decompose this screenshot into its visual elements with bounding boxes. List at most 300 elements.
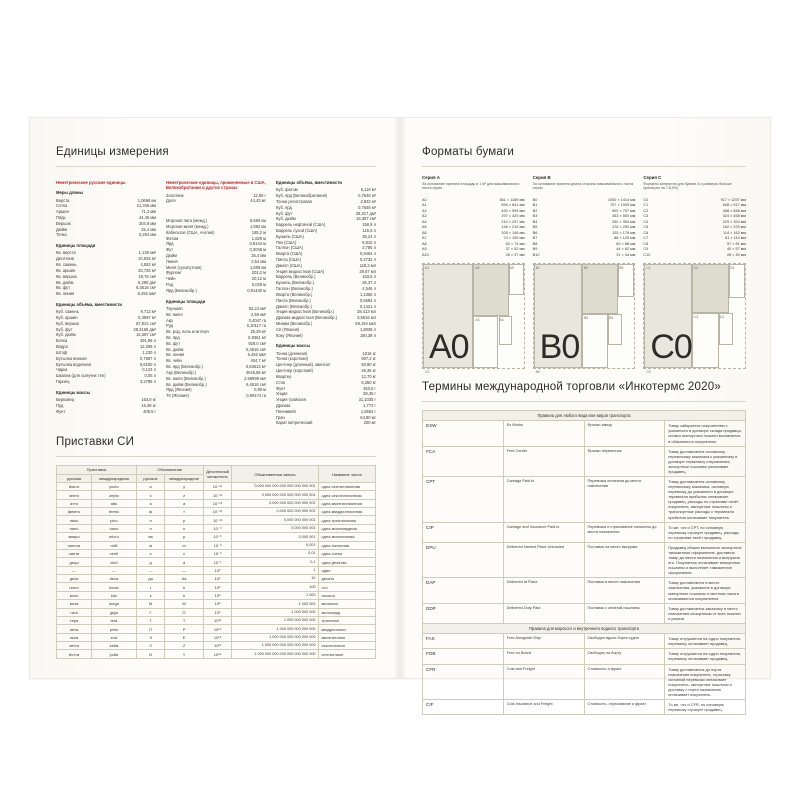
table-row: A9 37 × 52 мм [422, 247, 525, 251]
si-plain-number: 0,000 000 000 000 000 000 001 [232, 491, 318, 499]
si-prefix-table [56, 465, 376, 659]
si-cell: M [165, 600, 203, 608]
si-cell: микро [57, 533, 92, 541]
table-row: Баррель сухой (США) 115,6 л [276, 227, 376, 233]
si-number-name: квинтиллион [318, 633, 375, 641]
table-row: Ярд (Япония) 0,90 м [166, 387, 266, 393]
table-row: Бушель (Великобр.) 36,37 л [276, 280, 376, 286]
series-a-title: Серия A [422, 175, 440, 180]
si-cell: 10⁻¹ [203, 558, 232, 566]
si-cell: атто [57, 499, 92, 507]
table-row: B3 353 × 500 мм [532, 214, 636, 218]
incoterms-row [423, 649, 746, 664]
si-cell: atto [92, 499, 137, 507]
si-cell: 10⁻² [203, 549, 232, 557]
si-header-plain: Обыкновенная запись [232, 466, 318, 483]
table-row: Унция тройская 31,1035 г [276, 397, 376, 403]
si-cell: 10² [203, 583, 232, 591]
si-number-name: десять [318, 575, 375, 583]
table-row: Куб. фут 28,3168 дм³ [56, 326, 156, 332]
series-b-letter: B0 [539, 328, 580, 366]
table-row: Штоф 1,230 л [56, 349, 156, 355]
si-table-row [57, 633, 376, 641]
si-table-row [57, 516, 376, 524]
si-cell: 10¹⁵ [203, 625, 232, 633]
incoterms-eng-cell: Delivered Duty Paid [503, 603, 584, 623]
si-plain-number: 0,01 [232, 549, 318, 557]
series-b-title: Серия B [532, 175, 551, 180]
table-row: Десятина 10,925 м² [56, 256, 156, 262]
incoterms-row [423, 699, 746, 714]
incoterms-desc-cell: Товар доставляется заказчику в место назначения очищенным от всех пошлин и рисков. [665, 603, 746, 623]
si-cell: с [136, 549, 165, 557]
table-row: Чарка 0,123 л [56, 367, 156, 373]
incoterms-row [423, 603, 746, 623]
si-cell: санти [57, 549, 92, 557]
si-cell: deci [92, 558, 137, 566]
table-row: Куб. дюйм 16,387 см³ [56, 332, 156, 338]
si-plain-number: 0,000 000 000 000 000 000 000 001 [232, 482, 318, 490]
series-a-diagram: A0 A1 A2 A3 A4 A5 C0 [422, 263, 525, 369]
group-title: Единицы площади [56, 243, 96, 249]
series-c-table [643, 198, 746, 259]
table-row: Джилл (США) 118,3 мл [276, 262, 376, 268]
incoterms-desc-cell: Товар доставляется до порта назначения покупателя, страховку основной перевозки оплачивает покупатель, импортные пошлины и доставку с порта назначения оплачивает покупатель. [665, 664, 746, 699]
si-number-name: один [318, 566, 375, 574]
si-cell: З [136, 642, 165, 650]
table-row: A0 841 × 1189 мм [422, 197, 525, 202]
incoterms-code-cell: FAS [423, 634, 504, 649]
measures-table [166, 193, 266, 205]
table-row: A7 74 × 105 мм [422, 236, 525, 240]
si-cell: к [136, 591, 165, 599]
incoterms-eng-cell: Delivered Named Place Unloaded [503, 542, 584, 577]
table-row: B8 62 × 88 мм [532, 241, 636, 246]
si-number-name: одна миллионная [318, 533, 375, 541]
table-row: Вершок 304,8 мм [56, 220, 156, 226]
table-row: Морская миля (межд.) 1,852 км [166, 223, 266, 229]
table-row: Кв. сажень 4,552 м² [56, 262, 156, 268]
si-cell: нано [57, 524, 92, 532]
measures-table [56, 309, 156, 385]
table-row: Куб. аршин 0,3597 м³ [56, 315, 156, 320]
si-header-prefix: Приставка [57, 466, 137, 474]
si-cell: зетта [57, 642, 92, 650]
incoterms-rus-cell: Перевозка и страхование оплачены до места назначения [584, 522, 665, 542]
si-table-row [57, 499, 376, 507]
table-row: Куб. фут 28,317 дм³ [276, 210, 376, 216]
si-cell: femto [92, 508, 137, 516]
table-row: Кв. дюйм (Великобр.) 6,4516 см² [166, 381, 266, 387]
table-row: Пинта (Великобр.) 0,5683 л [276, 297, 376, 303]
si-cell: мк [136, 533, 165, 541]
table-row: Центнер (длинный), квинтал 50,80 кг [276, 362, 376, 368]
table-row: Кв. верста 1,138 км² [56, 250, 156, 256]
incoterms-row [423, 446, 746, 476]
si-table-row [57, 642, 376, 650]
incoterms-eng-cell: Cost Insurance and Freight [503, 699, 584, 714]
si-cell: — [136, 566, 165, 574]
series-a-table [422, 198, 525, 259]
table-row: Ярд (Великобр.) 0,91440 м [166, 287, 266, 293]
si-plain-number: 1 [232, 566, 318, 574]
si-subheader-sym-ru: русское [136, 474, 165, 482]
table-row: B7 88 × 125 мм [532, 236, 636, 240]
divider [56, 166, 376, 167]
si-header-row-1 [57, 466, 376, 474]
si-cell: centi [92, 549, 137, 557]
table-row: Фут 0,3048 м [166, 247, 266, 253]
table-row: Драхма жидкостная (Великобр.) 3,5516 мл [276, 315, 376, 321]
si-cell: yotta [92, 650, 137, 658]
si-table-row [57, 533, 376, 541]
si-cell: з [136, 491, 165, 499]
si-cell: zetta [92, 642, 137, 650]
table-row: Фунт 409,5 г [56, 408, 156, 414]
table-row: Кв. род, поль или перч 25,29 м² [166, 329, 266, 335]
table-row: Тонна регистровая 2,832 м³ [276, 198, 376, 204]
si-cell: E [165, 633, 203, 641]
incoterms-eng-cell: Carriage Paid to [503, 477, 584, 523]
series-c-title: Серия C [643, 175, 662, 180]
si-cell: 10⁻⁹ [203, 524, 232, 532]
si-number-name: одна секстиллионная [318, 491, 375, 499]
table-row: Миним (Великобр.) 59,194 мкл [276, 320, 376, 326]
si-cell: 10⁻¹² [203, 516, 232, 524]
si-cell: гекто [57, 583, 92, 591]
si-cell: кило [57, 591, 92, 599]
table-row: Кв. дюйм 6,4516 см² [166, 346, 266, 352]
divider [422, 401, 746, 402]
table-row: Кв. фут 929,0 см² [166, 340, 266, 346]
group-title: Единицы массы [56, 389, 91, 395]
si-table-row [57, 583, 376, 591]
table-row: B5 176 × 250 мм [532, 225, 636, 229]
si-cell: д [136, 558, 165, 566]
table-row: Кв. аршин 33,725 м² [56, 267, 156, 273]
table-row: Баррель (Великобр.) 163,6 л [276, 274, 376, 280]
table-row: C8 57 × 81 мм [643, 241, 747, 246]
si-plain-number: 1 000 000 000 000 000 000 000 [232, 642, 318, 650]
incoterms-desc-cell: То же, что и CPT, но основную перевозку страхует продавец, расходы по страховке несёт продавец. [665, 522, 746, 542]
si-cell: µ [165, 533, 203, 541]
si-cell: P [165, 625, 203, 633]
si-number-name: триллион [318, 616, 375, 624]
incoterms-desc-cell: Товар отгружается на судно покупателя, перевалку оплачивает продавец. [665, 649, 746, 664]
measures-table [166, 218, 266, 294]
table-row: C3 324 × 458 мм [643, 214, 747, 218]
incoterms-rus-cell: Перевозка оплачена до места назначения [584, 477, 665, 523]
si-number-name: одна тысячная [318, 541, 375, 549]
si-cell: hecto [92, 583, 137, 591]
si-number-name: одна миллиардная [318, 524, 375, 532]
table-row: Кабельтов (США, Англия) 185,2 м [166, 229, 266, 235]
table-row: Шкалик (для сыпучих тел) 0,06 л [56, 373, 156, 379]
open-spread [30, 118, 770, 713]
table-row: Ярд 0,9144 м [166, 241, 266, 247]
table-row: C0 917 × 1297 мм [643, 197, 747, 202]
incoterms-rus-cell: Свободно на борту [584, 649, 665, 664]
si-plain-number: 1 000 000 000 000 000 000 000 000 [232, 650, 318, 658]
si-cell: 10⁻²⁴ [203, 482, 232, 490]
group-title: Единицы площади [166, 298, 206, 304]
si-plain-number: 0,001 [232, 541, 318, 549]
si-cell: G [165, 608, 203, 616]
si-plain-number: 0,000 000 001 [232, 524, 318, 532]
si-cell: П [136, 625, 165, 633]
table-row: Гарнец 3,2798 л [56, 378, 156, 384]
incoterms-code-cell: CIF [423, 699, 504, 714]
incoterms-code-cell: CPT [423, 477, 504, 523]
si-table-row [57, 591, 376, 599]
table-row: Бочка 491,96 л [56, 338, 156, 344]
si-cell: z [165, 491, 203, 499]
table-row: Кв. дюйм 9,290 дм² [56, 279, 156, 285]
si-cell: 10¹ [203, 575, 232, 583]
table-row: Кв. миля (Великобр.) 2,58999 км² [166, 375, 266, 381]
si-plain-number: 10 [232, 575, 318, 583]
table-row: Бушель (США) 35,24 л [276, 233, 376, 239]
series-a-letter: A0 [429, 328, 469, 366]
si-plain-number: 1 000 [232, 591, 318, 599]
si-cell: и [136, 482, 165, 490]
incoterms-eng-cell: Free Alongside Ship [503, 634, 584, 649]
measures-table [56, 250, 156, 297]
table-row: Куб. ярд 0,7646 м³ [276, 204, 376, 210]
si-plain-number: 1 000 000 000 000 000 [232, 625, 318, 633]
incoterms-code-cell: DPU [423, 542, 504, 577]
si-table-row [57, 524, 376, 532]
incoterms-band-row [423, 411, 746, 421]
si-number-name: одна сотая [318, 549, 375, 557]
si-table-row [57, 625, 376, 633]
table-row: Пек (США) 8,810 л [276, 239, 376, 245]
incoterms-desc-cell: Товар доставляется основному перевозчику заказчика, основную перевозку до указанного в договоре терминала прибытия оплачивает продавец, расходы по страховке несёт покупатель, импортные пошлины и транспортные расходы с терминала прибытия оплачивает покупатель. [665, 477, 746, 523]
si-plain-number: 0,000 000 000 000 001 [232, 508, 318, 516]
si-number-name: миллиард [318, 608, 375, 616]
si-plain-number: 0,000 000 000 001 [232, 516, 318, 524]
units-column-3 [276, 175, 376, 426]
si-number-name: квадриллион [318, 625, 375, 633]
si-number-name: септиллион [318, 650, 375, 658]
table-row: Драхма 1,772 г [276, 402, 376, 408]
table-row: C1 648 × 917 мм [643, 203, 747, 207]
si-cell: 10⁻²¹ [203, 491, 232, 499]
incoterms-code-cell: FOB [423, 649, 504, 664]
series-b [532, 175, 636, 374]
series-c-note: Форматы конвертов для бумаги A и размеры больше примерно на 7-8,5%) [643, 181, 732, 191]
incoterms-row [423, 634, 746, 649]
incoterms-eng-cell: Ex Works [503, 421, 584, 446]
table-row: C2 458 × 648 мм [643, 208, 747, 213]
si-table-row [57, 608, 376, 616]
si-cell: 10⁻¹⁵ [203, 508, 232, 516]
si-number-name: миллион [318, 600, 375, 608]
incoterms-row [423, 578, 746, 603]
table-row: C4 229 × 324 мм [643, 219, 747, 224]
table-row: Квартер 12,70 кг [276, 373, 376, 379]
table-row: A6 105 × 148 мм [422, 230, 525, 235]
table-row: A8 52 × 74 мм [422, 241, 525, 246]
table-row: A2 420 × 594 мм [422, 208, 525, 213]
series-a-note: За основание принята площадь в 1 м² для максимального листа серии [422, 181, 520, 191]
si-cell: peta [92, 625, 137, 633]
table-row: Кварта (Великобр.) 1,1365 л [276, 291, 376, 297]
si-cell: y [165, 482, 203, 490]
table-row: Верста 1,0668 км [56, 197, 156, 203]
si-cell: Э [136, 633, 165, 641]
si-cell: 10⁰ [203, 566, 232, 574]
incoterms-eng-cell: Free on Board [503, 649, 584, 664]
table-row: A5 148 × 210 мм [422, 225, 525, 229]
si-cell: 10²⁴ [203, 650, 232, 658]
table-row: Пеннивейт 1,5552 г [276, 408, 376, 414]
table-row: Берковец 163,8 кг [56, 397, 156, 402]
table-row: B4 250 × 353 мм [532, 219, 636, 224]
si-number-name: одна квинтиллионная [318, 499, 375, 507]
table-row: Куб. вершок 87,824 см³ [56, 320, 156, 326]
si-subheader-sym-intl: международное [165, 474, 203, 482]
si-cell: 10⁹ [203, 608, 232, 616]
table-row: Морская лига (межд.) 5,560 км [166, 218, 266, 224]
si-cell: М [136, 600, 165, 608]
incoterms-code-cell: FCA [423, 446, 504, 476]
si-cell: 10²¹ [203, 642, 232, 650]
si-number-name: одна десятая [318, 558, 375, 566]
table-row: Кв. линия 6,452 мм² [56, 291, 156, 297]
incoterms-rus-cell: Франко перевозчик [584, 446, 665, 476]
si-cell: зепто [57, 491, 92, 499]
si-cell: 10⁶ [203, 600, 232, 608]
si-cell: deca [92, 575, 137, 583]
si-cell: d [165, 558, 203, 566]
si-number-name: одна квадриллионная [318, 508, 375, 516]
table-row: Кв. фут 6,4516 см² [56, 285, 156, 291]
si-cell: giga [92, 608, 137, 616]
table-row: C6 114 × 162 мм [643, 230, 747, 235]
series-b-table [533, 198, 636, 259]
si-cell: да [136, 575, 165, 583]
series-a [422, 175, 525, 374]
table-row: Сотка 21,336 мм [56, 203, 156, 209]
table-row: Золотник 12,80 г [166, 192, 266, 198]
si-cell: м [136, 541, 165, 549]
group-title: Единицы объёма, вместимости [276, 180, 342, 185]
si-cell: kilo [92, 591, 137, 599]
series-b-note: За основание принята длина стороны максимального листа серии [532, 181, 634, 191]
table-row: Куб. ярд (Великобритания) 0,7646 м³ [276, 193, 376, 199]
incoterms-row [423, 477, 746, 523]
incoterms-band-label: Правила для морского и внутреннего водного транспорта [423, 623, 746, 633]
si-cell: экса [57, 633, 92, 641]
table-row: Тонна (короткая) 907,2 кг [276, 356, 376, 362]
table-row: A4 210 × 297 мм [422, 219, 525, 224]
incoterms-eng-cell: Carriage and Insurance Paid to [503, 522, 584, 542]
incoterms-table [422, 410, 746, 715]
table-row: Миля (сухопутная) 1,609 км [166, 264, 266, 270]
measures-table [276, 187, 376, 338]
si-cell: н [136, 524, 165, 532]
si-plain-number: 1 000 000 [232, 600, 318, 608]
si-number-name: секстиллион [318, 642, 375, 650]
si-cell: f [165, 508, 203, 516]
table-row: A1 594 × 841 мм [422, 203, 525, 207]
si-cell: йотта [57, 650, 92, 658]
table-row: Тё (Япония) 0,99174 га [166, 393, 266, 399]
si-plain-number: 100 [232, 583, 318, 591]
table-row: Точка 0,254 мм [56, 232, 156, 238]
table-row: Акр 0,4047 га [166, 317, 266, 323]
table-row: C9 40 × 57 мм [643, 247, 747, 251]
si-cell: milli [92, 541, 137, 549]
si-cell: Т [136, 616, 165, 624]
si-cell: ф [136, 508, 165, 516]
table-row: Кв. миля 2,59 км² [166, 311, 266, 317]
si-cell: фемто [57, 508, 92, 516]
incoterms-code-cell: DAP [423, 578, 504, 603]
incoterms-desc-cell: Продавец обязан выполнить экспортное таможенное оформление, доставить товар до места назначения и выгрузить его. Покупатель оплачивает импортные пошлины и выполняет таможенное оформление. [665, 542, 746, 577]
si-plain-number: 0,000 001 [232, 533, 318, 541]
incoterms-code-cell: DDP [423, 603, 504, 623]
table-row: Дюйм 25,4 мм [56, 226, 156, 232]
si-subheader-ru: русская [57, 474, 92, 482]
si-number-name: тысяча [318, 591, 375, 599]
si-cell: k [165, 591, 203, 599]
table-row: Галлон (США) 3,785 л [276, 245, 376, 251]
table-row: B9 44 × 62 мм [532, 247, 636, 251]
table-row: Куб. дюйм 16,387 см³ [276, 216, 376, 222]
table-row: Гран 64,80 мг [276, 414, 376, 420]
si-cell: п [136, 516, 165, 524]
si-table-row [57, 549, 376, 557]
si-cell: 10⁻¹⁸ [203, 499, 232, 507]
si-cell: йокто [57, 482, 92, 490]
si-cell: И [136, 650, 165, 658]
si-cell: m [165, 541, 203, 549]
incoterms-desc-cell: Товар доставляется в место назначения, указанное в договоре, импортные пошлины и местная налоги оплачиваются покупателем. [665, 578, 746, 603]
incoterms-desc-cell: Товар доставляется основному перевозчику заказчика к указанному в договоре терминалу отправления, экспортные пошлины уплачивает продавец. [665, 446, 746, 476]
si-subheader-intl: международная [92, 474, 137, 482]
table-row: Тонна (длинная) 1016 кг [276, 350, 376, 356]
table-row: Кв. чейн 404,7 м² [166, 358, 266, 364]
si-plain-number: 0,000 000 000 000 000 001 [232, 499, 318, 507]
si-cell: zepto [92, 491, 137, 499]
si-cell: милли [57, 541, 92, 549]
incoterms-code-cell: EXW [423, 421, 504, 446]
table-row: Унция жидкостная (Великобр.) 28,413 мл [276, 309, 376, 315]
incoterms-rus-cell: Поставка с оплатой пошлины [584, 603, 665, 623]
si-cell: пета [57, 625, 92, 633]
incoterms-desc-cell: То же, что и CFR, но основную перевозку страхует продавец. [665, 699, 746, 714]
table-row: Тауншип 93,24 км² [166, 305, 266, 311]
table-row: Доля 44,43 мг [166, 198, 266, 204]
table-row: Унция жидкостная (США) 29,57 мл [276, 268, 376, 274]
si-cell: а [136, 499, 165, 507]
si-cell: p [165, 516, 203, 524]
table-row: B6 125 × 176 мм [532, 230, 636, 235]
si-cell: 10⁻⁶ [203, 533, 232, 541]
table-row: Пуд 16,38 кг [56, 402, 156, 408]
table-row: Пинта (США) 0,4732 л [276, 257, 376, 262]
si-table-row [57, 566, 376, 574]
table-row: Пядь 44,45 мм [56, 214, 156, 220]
measures-table [166, 306, 266, 399]
table-row: Чейн 20,12 м [166, 276, 266, 282]
si-cell: n [165, 524, 203, 532]
si-header-numbername: Название числа [318, 466, 375, 483]
table-row: B10 31 × 44 мм [532, 252, 636, 257]
table-row: Акр (Великобр.) 4046,86 м² [166, 369, 266, 375]
